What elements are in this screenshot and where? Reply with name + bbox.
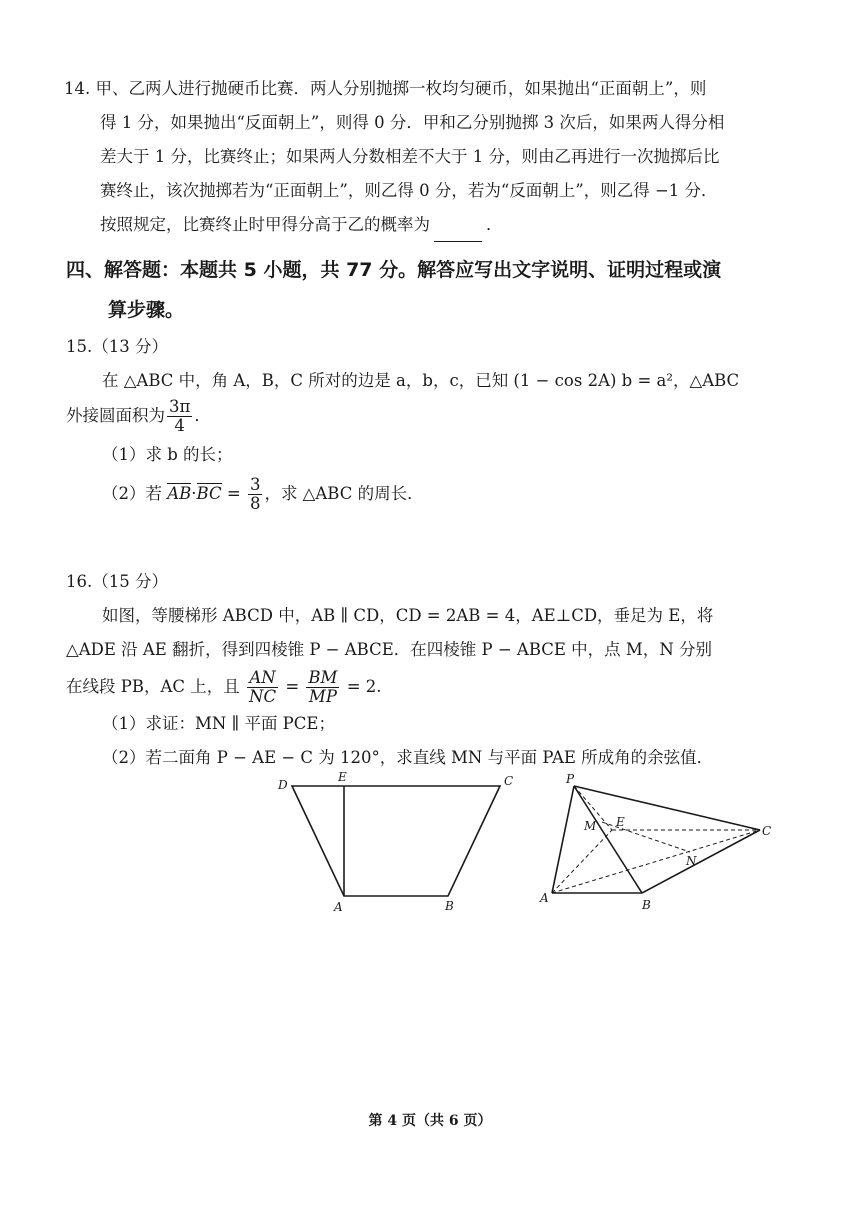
diagonal-ac	[552, 830, 760, 893]
answer-blank[interactable]	[434, 219, 482, 242]
page-footer: 第 4 页（共 6 页）	[368, 1113, 492, 1129]
q14-line-4: 赛终止，该次抛掷若为“正面朝上”，则乙得 0 分，若为“反面朝上”，则乙得 −1 分．	[100, 181, 718, 200]
q16-text-3a: 在线段 PB，AC 上，且	[66, 677, 240, 696]
dot-product-fraction	[248, 476, 263, 513]
q15-part-2-suffix: ，求 △ABC 的周长．	[264, 484, 424, 503]
label-a: A	[540, 891, 549, 905]
label-c: C	[762, 824, 772, 838]
label-p: P	[566, 772, 575, 786]
section-4-line-2: 算步骤。	[108, 299, 185, 321]
q16-part-2: （2）若二面角 P − AE − C 为 120°，求直线 MN 与平面 PAE 所成角的余弦值．	[102, 748, 714, 767]
edge-pc	[574, 786, 760, 830]
ratio-bm-mp	[306, 669, 339, 706]
q15-text-2a: 外接圆面积为	[66, 406, 165, 425]
q16-statement-2: △ADE 沿 AE 翻折，得到四棱锥 P − ABCE．在四棱锥 P − ABCE 中，点 M，N 分别	[66, 640, 712, 659]
edge-pa	[552, 786, 574, 893]
section-4-line-1: 四、解答题：本题共 5 小题，共 77 分。解答应写出文字说明、证明过程或演	[66, 259, 722, 281]
q16-statement-3	[66, 667, 826, 707]
ratio-mp: MP	[308, 687, 337, 706]
equals-sign: =	[226, 484, 241, 503]
vector-bc: BC	[196, 484, 222, 503]
vector-ab: AB	[167, 484, 192, 503]
edge-pb	[574, 786, 642, 893]
ratio-nc: NC	[249, 687, 277, 706]
q14-line-1	[64, 72, 824, 106]
label-a: A	[334, 900, 343, 914]
q16-part-1: （1）求证：MN ∥ 平面 PCE；	[102, 714, 335, 733]
dot-operator: ·	[191, 484, 197, 503]
question-16	[66, 565, 826, 775]
q16-statement-1: 如图，等腰梯形 ABCD 中，AB ∥ CD，CD = 2AB = 4，AE⊥CD，垂足为 E，将	[102, 606, 714, 625]
trapezoid-outline	[292, 786, 500, 896]
q15-statement-1: 在 △ABC 中，角 A，B，C 所对的边是 a，b，c，已知 (1 − cos 2A) b = a²，△ABC	[102, 371, 740, 390]
label-d: D	[278, 778, 288, 792]
q14-text-5: 按照规定，比赛终止时甲得分高于乙的概率为	[100, 215, 430, 234]
q16-header: 16.（15 分）	[66, 572, 168, 591]
q15-header: 15.（13 分）	[66, 337, 168, 356]
ratio-bm: BM	[308, 668, 338, 687]
q14-text-1: 甲、乙两人进行抛硬币比赛．两人分别抛掷一枚均匀硬币，如果抛出“正面朝上”，则	[95, 79, 707, 98]
question-14	[64, 72, 824, 242]
pyramid-figure	[532, 768, 782, 916]
label-b: B	[642, 898, 651, 912]
q14-line-5	[64, 208, 824, 242]
q15-part-1: （1）求 b 的长；	[102, 445, 233, 464]
label-m: M	[584, 819, 597, 833]
trapezoid-figure	[270, 768, 520, 916]
question-15	[66, 330, 826, 516]
q15-statement-2	[66, 398, 826, 438]
q16-text-3b: = 2.	[346, 677, 382, 696]
ratio-an: AN	[247, 669, 278, 688]
label-n: N	[686, 854, 697, 868]
dot-product-den: 8	[249, 494, 261, 513]
dot-product-num: 3	[249, 475, 261, 494]
area-fraction-den: 4	[174, 416, 185, 435]
q14-line-2: 得 1 分，如果抛出“反面朝上”，则得 0 分．甲和乙分别抛掷 3 次后，如果两人得分相	[100, 113, 725, 132]
q15-text-2b: ．	[194, 406, 211, 425]
label-c: C	[504, 774, 514, 788]
q15-part-2	[66, 472, 826, 516]
area-fraction	[167, 398, 192, 435]
area-fraction-num: 3π	[169, 397, 191, 416]
q14-period: ．	[486, 215, 503, 234]
edge-bc	[642, 830, 760, 893]
equals-sign: =	[285, 677, 300, 696]
label-b: B	[445, 899, 454, 913]
q14-line-3: 差大于 1 分，比赛终止；如果两人分数相差不大于 1 分，则由乙再进行一次抛掷后比	[100, 147, 720, 166]
q14-number: 14.	[64, 79, 91, 98]
label-e: E	[338, 770, 347, 784]
ratio-an-nc	[247, 669, 278, 706]
q15-part-2-prefix: （2）若	[102, 484, 162, 503]
label-e: E	[616, 815, 625, 829]
section-4-heading	[66, 250, 826, 330]
